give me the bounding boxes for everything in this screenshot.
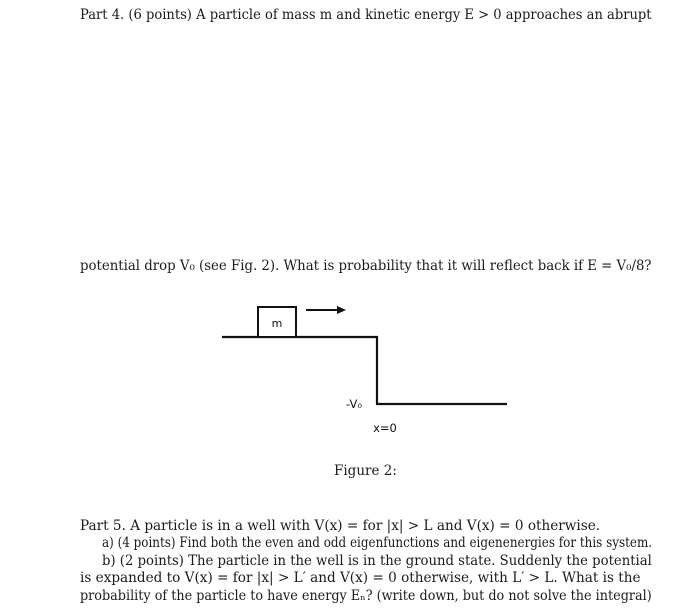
part4-line-1: Part 4. (6 points) A particle of mass m and kinetic energy E > 0 approaches an abrupt — [80, 7, 652, 23]
potential-drop-figure — [210, 295, 520, 445]
part5-line-1: Part 5. A particle is in a well with V(x) = for |x| > L and V(x) = 0 otherwise. — [80, 518, 601, 534]
part5-line-3: b) (2 points) The particle in the well is in the ground state. Suddenly the potential — [102, 553, 652, 569]
part5-line-2: a) (4 points) Find both the even and odd eigenfunctions and eigenenergies for this system. — [102, 535, 653, 551]
mass-label: m — [271, 317, 283, 330]
potential-label: -V₀ — [346, 397, 362, 411]
part5-line-4: is expanded to V(x) = for |x| > L′ and V(x) = 0 otherwise, with L′ > L. What is the — [80, 570, 641, 586]
part5-line-5: probability of the particle to have energy Eₙ? (write down, but do not solve the integral) — [80, 588, 652, 604]
position-label: x=0 — [373, 421, 397, 435]
blank-area — [60, 40, 660, 250]
figure-caption: Figure 2: — [334, 463, 397, 479]
part4-line-2: potential drop V₀ (see Fig. 2). What is probability that it will reflect back if E = V₀/8? — [80, 258, 652, 274]
direction-arrow-head — [337, 306, 346, 314]
